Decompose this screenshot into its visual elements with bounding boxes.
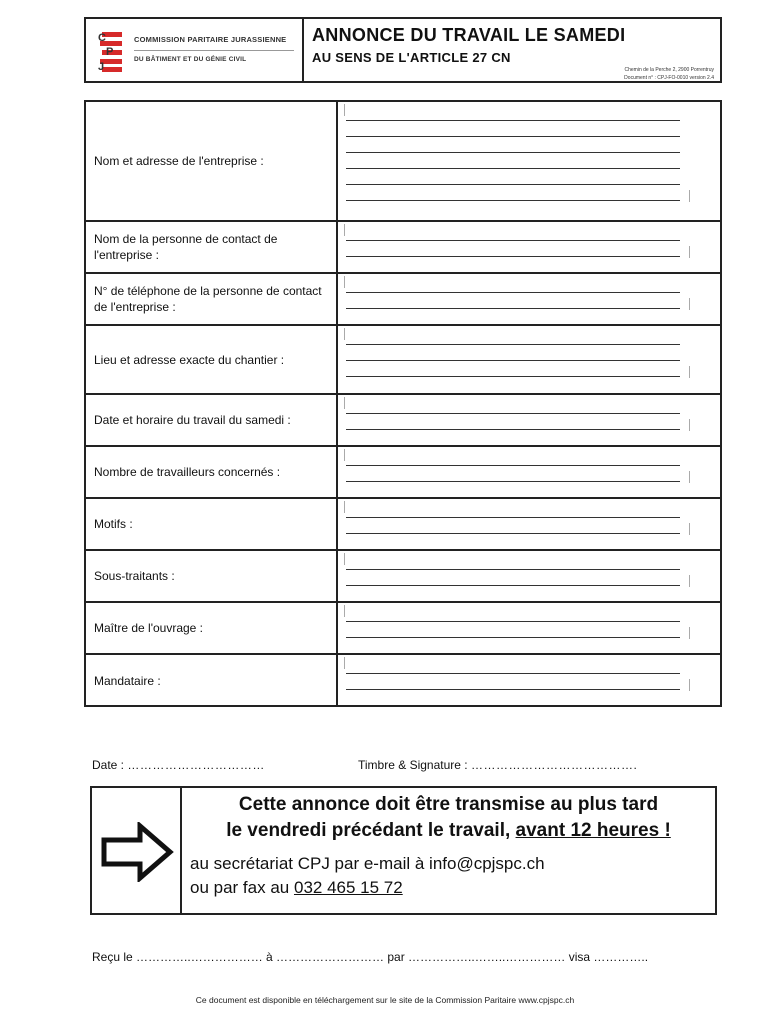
field-bracket-right	[689, 627, 690, 639]
date-field[interactable]	[92, 758, 265, 772]
write-line	[346, 344, 680, 345]
write-line	[346, 481, 680, 482]
form-row	[86, 499, 720, 551]
field-bracket-left	[344, 104, 345, 116]
form-row	[86, 222, 720, 274]
org-address: Chemin de la Perche 2, 2900 Porrentruy	[624, 67, 714, 73]
footer-note: Ce document est disponible en téléchargement sur le site de la Commission Paritaire www.cpjspc.ch	[195, 995, 575, 1005]
field-input-area[interactable]	[338, 222, 720, 272]
notice-line2	[182, 820, 715, 842]
notice-fax-prefix: ou par fax au	[190, 878, 290, 897]
notice-line1: Cette annonce doit être transmise au plus tard	[238, 794, 659, 815]
svg-text:J: J	[98, 61, 105, 73]
field-bracket-left	[344, 276, 345, 288]
cpj-logo	[96, 29, 126, 73]
write-line	[346, 292, 680, 293]
form-row	[86, 655, 720, 707]
field-input-area[interactable]	[338, 551, 720, 601]
field-label: Nombre de travailleurs concernés :	[86, 447, 338, 497]
field-bracket-left	[344, 397, 345, 409]
svg-text:P: P	[106, 46, 114, 58]
field-label: Motifs :	[86, 499, 338, 549]
form-row	[86, 326, 720, 395]
field-bracket-left	[344, 501, 345, 513]
field-label: Lieu et adresse exacte du chantier :	[86, 326, 338, 393]
field-bracket-left	[344, 657, 345, 669]
field-input-area[interactable]	[338, 499, 720, 549]
write-line	[346, 673, 680, 674]
svg-text:C: C	[98, 32, 106, 44]
write-line	[346, 200, 680, 201]
fax-number: 032 465 15 72	[293, 878, 403, 897]
document-subtitle: AU SENS DE L'ARTICLE 27 CN	[312, 50, 511, 65]
write-line	[346, 569, 680, 570]
form-table	[84, 100, 722, 707]
field-bracket-right	[689, 575, 690, 587]
write-line	[346, 184, 680, 185]
write-line	[346, 637, 680, 638]
field-label: Nom et adresse de l'entreprise :	[86, 102, 338, 220]
write-line	[346, 689, 680, 690]
write-line	[346, 240, 680, 241]
document-header	[84, 17, 722, 83]
date-label: Date :	[92, 758, 125, 772]
field-label: Nom de la personne de contact de l'entreprise :	[86, 222, 338, 272]
notice-box	[90, 786, 717, 915]
notice-fax-line	[190, 878, 403, 898]
write-line	[346, 152, 680, 153]
notice-line2-prefix: le vendredi précédant le travail,	[226, 820, 511, 841]
form-row	[86, 102, 720, 222]
form-row	[86, 274, 720, 326]
stamp-signature-field[interactable]	[358, 758, 637, 772]
document-title: ANNONCE DU TRAVAIL LE SAMEDI	[312, 25, 626, 45]
logo-divider	[134, 50, 294, 51]
stamp-label: Timbre & Signature :	[358, 758, 468, 772]
write-line	[346, 517, 680, 518]
write-line	[346, 256, 680, 257]
field-bracket-right	[689, 471, 690, 483]
form-row	[86, 603, 720, 655]
write-line	[346, 136, 680, 137]
field-label: Date et horaire du travail du samedi :	[86, 395, 338, 445]
field-input-area[interactable]	[338, 326, 720, 393]
field-label: Maître de l'ouvrage :	[86, 603, 338, 653]
document-number: Document n° : CPJ-FO-0010 version 2.4	[624, 75, 714, 81]
right-arrow-icon	[100, 822, 174, 882]
field-bracket-right	[689, 523, 690, 535]
date-dots: ……………………………	[127, 758, 265, 772]
form-row	[86, 447, 720, 499]
field-bracket-right	[689, 419, 690, 431]
write-line	[346, 376, 680, 377]
write-line	[346, 308, 680, 309]
field-bracket-left	[344, 328, 345, 340]
field-input-area[interactable]	[338, 274, 720, 324]
field-label: N° de téléphone de la personne de contact de l'entreprise :	[86, 274, 338, 324]
field-bracket-left	[344, 553, 345, 565]
field-bracket-right	[689, 190, 690, 202]
field-bracket-right	[689, 679, 690, 691]
logo-box	[86, 19, 304, 81]
field-input-area[interactable]	[338, 447, 720, 497]
field-input-area[interactable]	[338, 102, 720, 220]
field-input-area[interactable]	[338, 395, 720, 445]
receipt-line: Reçu le …………..……………… à ……………………… par ……………..……..…………… visa …………..	[92, 950, 649, 964]
notice-deadline: avant 12 heures !	[515, 820, 671, 841]
write-line	[346, 585, 680, 586]
write-line	[346, 413, 680, 414]
write-line	[346, 533, 680, 534]
field-label: Mandataire :	[86, 655, 338, 707]
write-line	[346, 120, 680, 121]
field-input-area[interactable]	[338, 603, 720, 653]
field-input-area[interactable]	[338, 655, 720, 707]
stamp-dots: ………………………………….	[470, 758, 638, 772]
field-bracket-right	[689, 298, 690, 310]
write-line	[346, 168, 680, 169]
write-line	[346, 429, 680, 430]
write-line	[346, 465, 680, 466]
org-name-line2: DU BÂTIMENT ET DU GÉNIE CIVIL	[134, 56, 247, 63]
write-line	[346, 360, 680, 361]
arrow-cell	[92, 788, 182, 913]
write-line	[346, 621, 680, 622]
field-bracket-right	[689, 246, 690, 258]
form-row	[86, 395, 720, 447]
field-label: Sous-traitants :	[86, 551, 338, 601]
field-bracket-left	[344, 224, 345, 236]
org-name-line1: COMMISSION PARITAIRE JURASSIENNE	[134, 35, 287, 44]
form-row	[86, 551, 720, 603]
field-bracket-left	[344, 605, 345, 617]
title-box	[304, 19, 720, 81]
notice-text	[182, 788, 715, 913]
notice-email-line: au secrétariat CPJ par e-mail à info@cpjspc.ch	[190, 854, 545, 873]
field-bracket-left	[344, 449, 345, 461]
field-bracket-right	[689, 366, 690, 378]
